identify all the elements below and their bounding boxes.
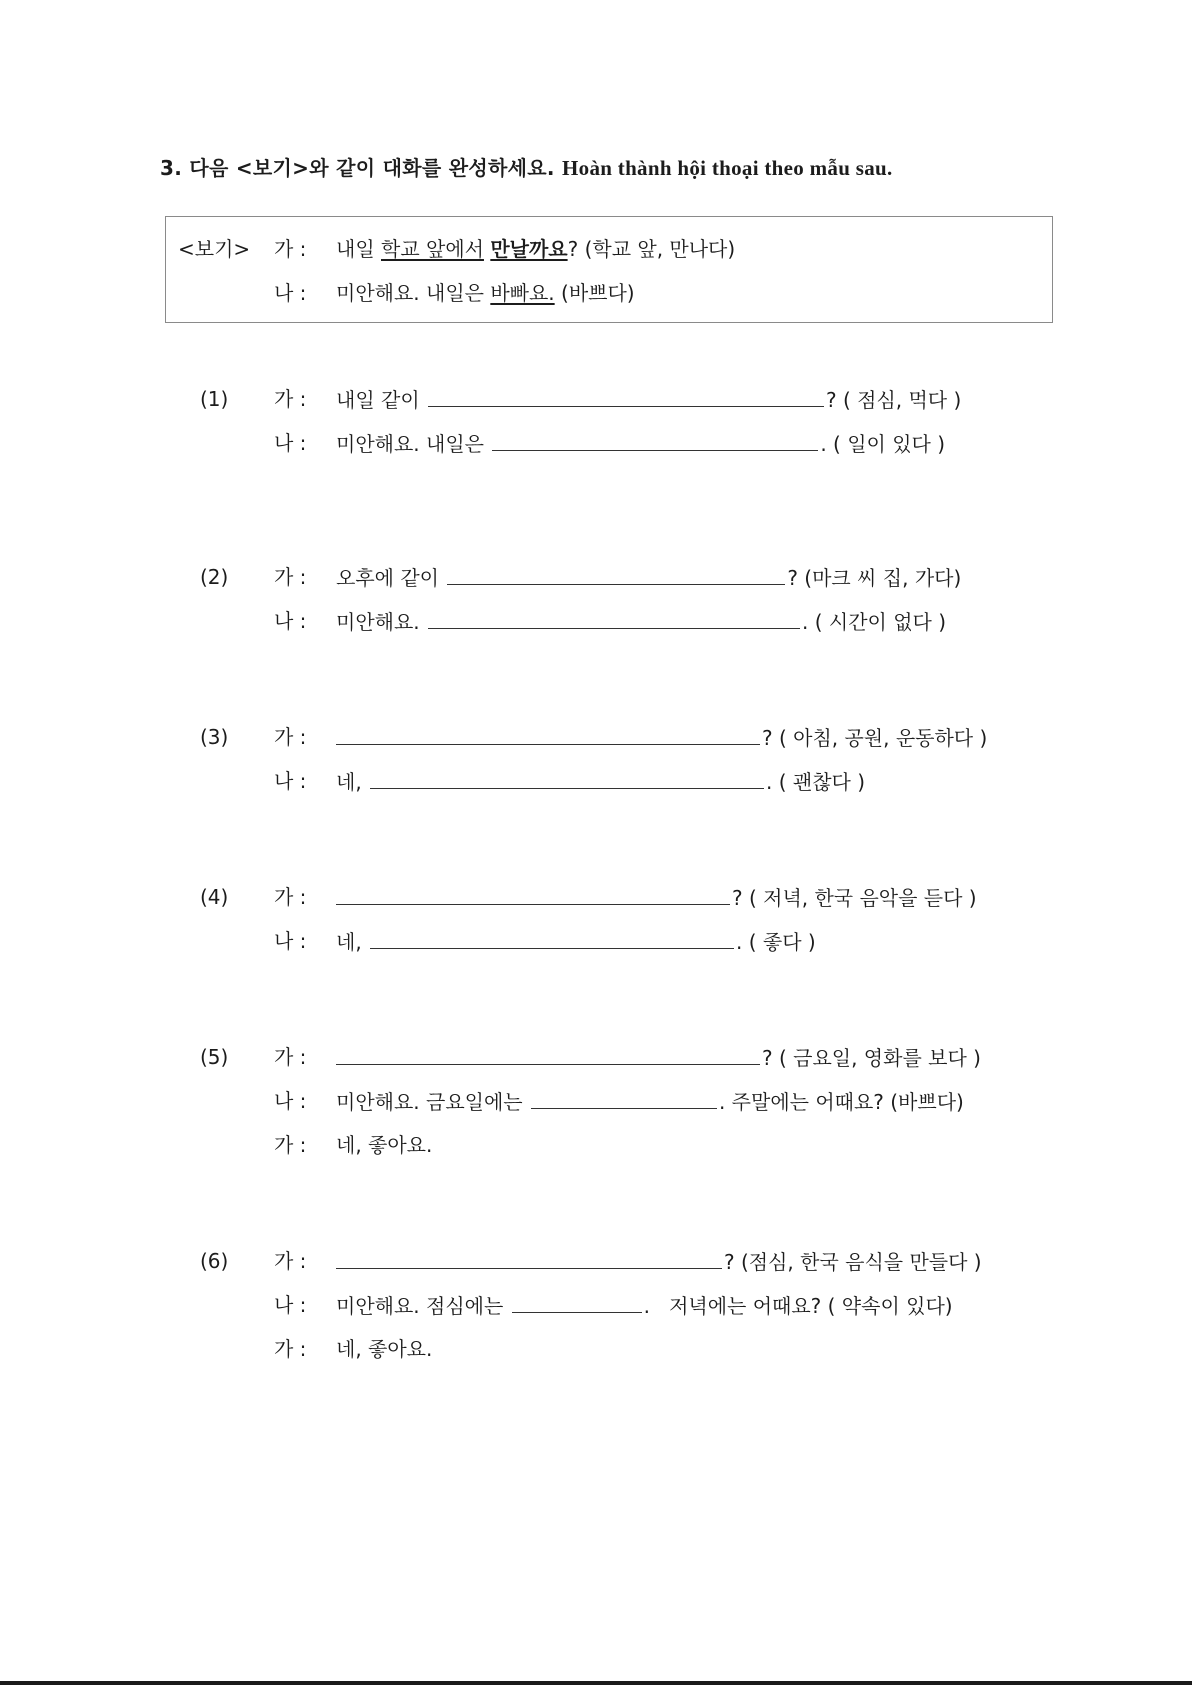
- dialogue-line: ? ( 저녁, 한국 음악을 듣다 ): [336, 882, 977, 913]
- answer-blank[interactable]: [531, 1086, 717, 1109]
- item-number: (1): [200, 387, 229, 411]
- dialogue-line: 네, 좋아요.: [336, 1133, 433, 1157]
- speaker-label: 나 :: [274, 769, 307, 793]
- item-number: (4): [200, 885, 229, 909]
- exercise-title: [160, 152, 893, 181]
- dialogue-line: 오후에 같이 ? (마크 씨 집, 가다): [336, 562, 961, 593]
- dialogue-line: 미안해요. 점심에는 . 저녁에는 어때요? ( 약속이 있다): [336, 1290, 953, 1321]
- speaker-label: 가 :: [274, 1337, 307, 1361]
- example-answer-1: 학교 앞에서: [381, 237, 484, 261]
- speaker-label: 가 :: [274, 885, 307, 909]
- speaker-label: 나 :: [274, 1089, 307, 1113]
- speaker-label: 나 :: [274, 1293, 307, 1317]
- answer-blank[interactable]: [428, 606, 800, 629]
- speaker-label: 나 :: [274, 431, 307, 455]
- dialogue-line: 미안해요. 금요일에는 . 주말에는 어때요? (바쁘다): [336, 1086, 964, 1117]
- dialogue-line: 미안해요. 내일은 . ( 일이 있다 ): [336, 428, 945, 459]
- example-speaker-2: 나 :: [274, 281, 307, 305]
- answer-blank[interactable]: [336, 882, 730, 905]
- item-number: (3): [200, 725, 229, 749]
- page-bottom-rule: [0, 1681, 1192, 1685]
- exercise-title-vi: Hoàn thành hội thoại theo mẫu sau.: [562, 156, 893, 180]
- answer-blank[interactable]: [336, 1042, 760, 1065]
- item-number: (5): [200, 1045, 229, 1069]
- example-line-2: 미안해요. 내일은 바빠요. (바쁘다): [336, 281, 635, 305]
- answer-blank[interactable]: [428, 384, 824, 407]
- item-number: (2): [200, 565, 229, 589]
- example-line-1: 내일 학교 앞에서 만날까요? (학교 앞, 만나다): [336, 237, 736, 261]
- dialogue-line: ? ( 금요일, 영화를 보다 ): [336, 1042, 981, 1073]
- item-number: (6): [200, 1249, 229, 1273]
- speaker-label: 나 :: [274, 609, 307, 633]
- speaker-label: 가 :: [274, 1045, 307, 1069]
- speaker-label: 나 :: [274, 929, 307, 953]
- speaker-label: 가 :: [274, 725, 307, 749]
- dialogue-line: 네, 좋아요.: [336, 1337, 433, 1361]
- answer-blank[interactable]: [336, 1246, 722, 1269]
- dialogue-line: ? ( 아침, 공원, 운동하다 ): [336, 722, 987, 753]
- answer-blank[interactable]: [447, 562, 785, 585]
- example-speaker-1: 가 :: [274, 237, 307, 261]
- exercise-title-ko: 3. 다음 <보기>와 같이 대화를 완성하세요.: [160, 156, 555, 180]
- dialogue-line: 네, . ( 괜찮다 ): [336, 766, 865, 797]
- speaker-label: 가 :: [274, 1133, 307, 1157]
- answer-blank[interactable]: [492, 428, 818, 451]
- speaker-label: 가 :: [274, 1249, 307, 1273]
- speaker-label: 가 :: [274, 387, 307, 411]
- answer-blank[interactable]: [370, 926, 734, 949]
- speaker-label: 가 :: [274, 565, 307, 589]
- example-label: <보기>: [178, 237, 251, 261]
- answer-blank[interactable]: [370, 766, 764, 789]
- dialogue-line: ? (점심, 한국 음식을 만들다 ): [336, 1246, 982, 1277]
- example-answer-2: 바빠요.: [490, 281, 555, 305]
- dialogue-line: 내일 같이 ? ( 점심, 먹다 ): [336, 384, 961, 415]
- dialogue-line: 네, . ( 좋다 ): [336, 926, 816, 957]
- example-answer-1-verb: 만날까요: [490, 237, 568, 261]
- answer-blank[interactable]: [336, 722, 760, 745]
- dialogue-line: 미안해요. . ( 시간이 없다 ): [336, 606, 946, 637]
- answer-blank[interactable]: [512, 1290, 642, 1313]
